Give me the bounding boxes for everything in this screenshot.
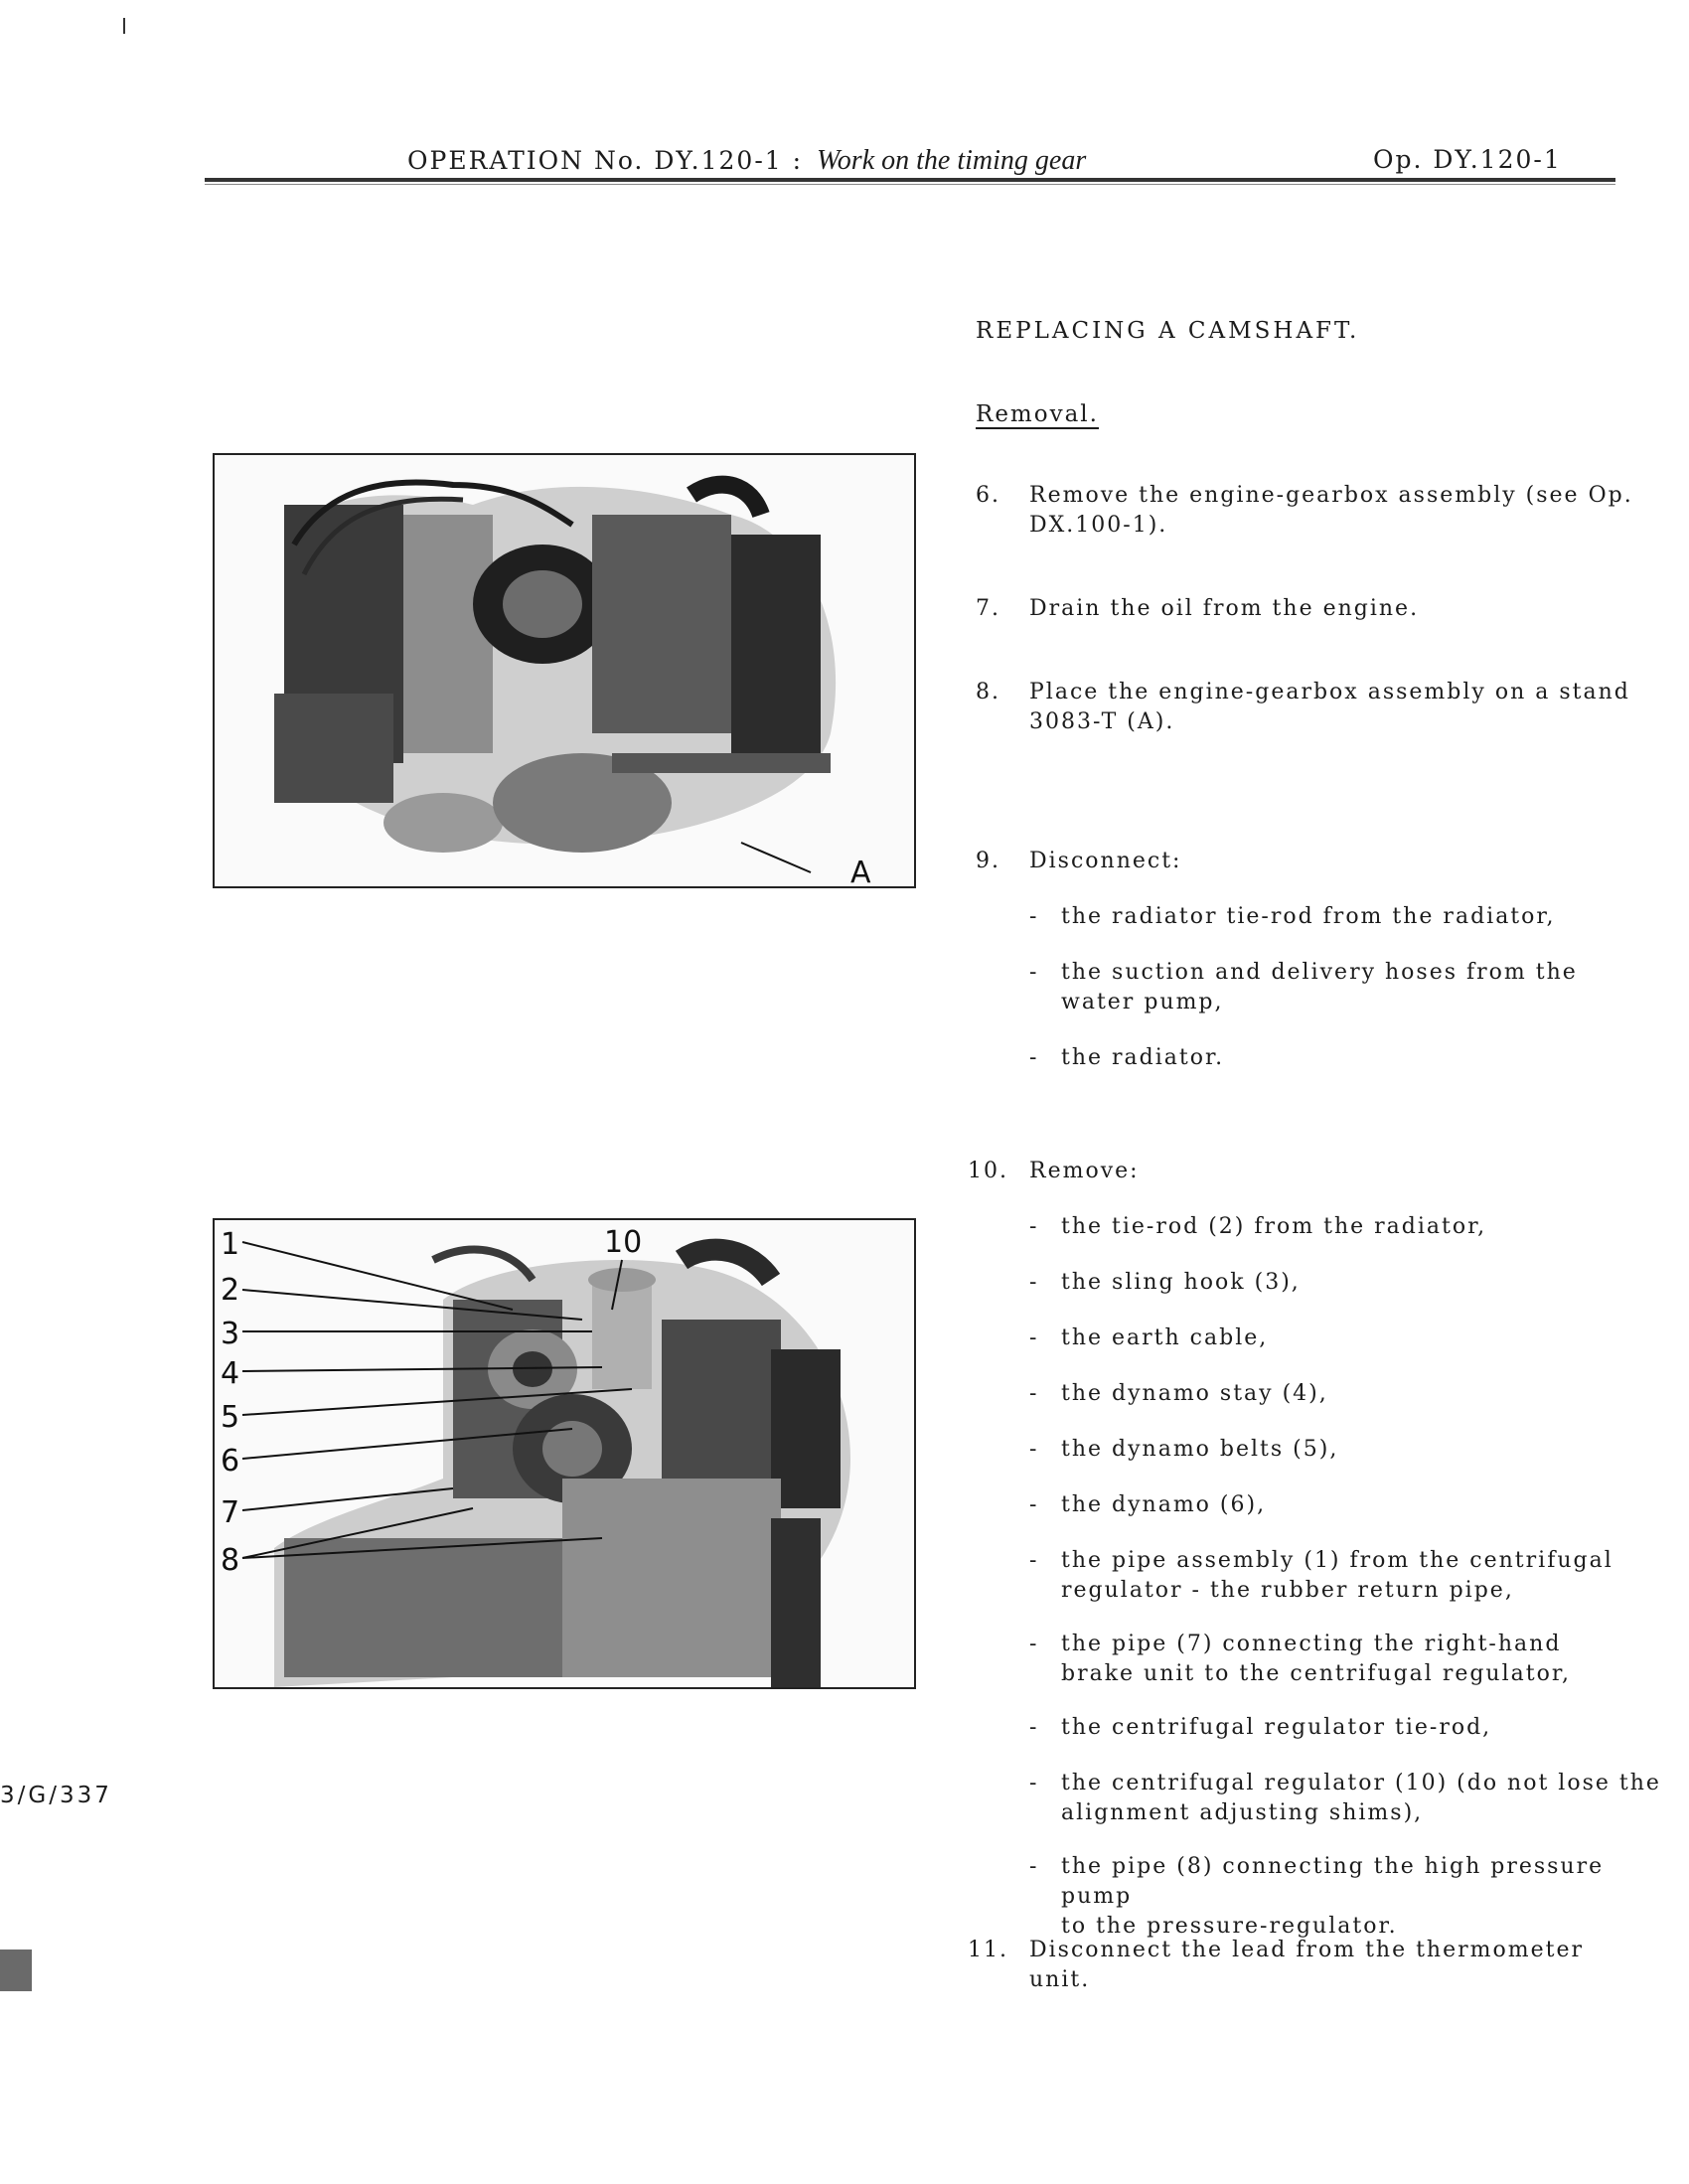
bullet-dash: - bbox=[1029, 1715, 1039, 1740]
step-10 bbox=[968, 1157, 1689, 1186]
label-6: 6 bbox=[221, 1444, 240, 1479]
item-line: the radiator. bbox=[1061, 1045, 1225, 1070]
bullet-dash: - bbox=[1029, 1548, 1039, 1573]
item-line: the centrifugal regulator tie-rod, bbox=[1061, 1715, 1492, 1740]
remove-item bbox=[1029, 1268, 1685, 1298]
item-line: the suction and delivery hoses from the bbox=[1061, 960, 1578, 985]
remove-item bbox=[1029, 1769, 1685, 1828]
label-1: 1 bbox=[221, 1227, 240, 1262]
step-9 bbox=[976, 847, 1689, 876]
page-header bbox=[407, 145, 1086, 177]
bullet-dash: - bbox=[1029, 1437, 1039, 1462]
step-number: 8. bbox=[976, 680, 1000, 704]
margin-reference: 3/G/337 bbox=[0, 1783, 112, 1808]
item-line: water pump, bbox=[1061, 990, 1224, 1014]
item-line: the dynamo belts (5), bbox=[1061, 1437, 1339, 1462]
item-line: alignment adjusting shims), bbox=[1061, 1800, 1424, 1825]
bullet-dash: - bbox=[1029, 1854, 1039, 1879]
bullet-dash: - bbox=[1029, 1381, 1039, 1406]
engine-photo-1 bbox=[215, 455, 914, 886]
step-line: Place the engine-gearbox assembly on a stand bbox=[1029, 680, 1630, 704]
item-line: the dynamo stay (4), bbox=[1061, 1381, 1328, 1406]
step-number: 9. bbox=[976, 849, 1000, 873]
step-line: Disconnect: bbox=[1029, 849, 1182, 873]
item-line: brake unit to the centrifugal regulator, bbox=[1061, 1661, 1571, 1686]
step-11 bbox=[968, 1936, 1689, 1992]
bullet-dash: - bbox=[1029, 1492, 1039, 1517]
remove-item bbox=[1029, 1435, 1685, 1465]
label-a: A bbox=[850, 856, 871, 886]
section-title: REPLACING A CAMSHAFT. bbox=[976, 318, 1360, 344]
engine-figure-2 bbox=[213, 1218, 916, 1689]
step-6 bbox=[976, 481, 1689, 541]
operation-reference: Op. DY.120-1 bbox=[1373, 145, 1562, 174]
bullet-dash: - bbox=[1029, 904, 1039, 929]
remove-item bbox=[1029, 1379, 1685, 1409]
scan-mark bbox=[123, 18, 125, 34]
remove-item bbox=[1029, 1546, 1685, 1606]
bullet-dash: - bbox=[1029, 1326, 1039, 1350]
label-2: 2 bbox=[221, 1273, 240, 1308]
step-line: Disconnect the lead from the thermometer unit. bbox=[1029, 1938, 1585, 1992]
item-line: the sling hook (3), bbox=[1061, 1270, 1301, 1295]
label-5: 5 bbox=[221, 1400, 240, 1435]
binding-mark bbox=[0, 1950, 32, 1991]
step-number: 10. bbox=[968, 1159, 1008, 1183]
step-number: 11. bbox=[968, 1938, 1008, 1962]
disconnect-item bbox=[1029, 1043, 1685, 1073]
item-line: the tie-rod (2) from the radiator, bbox=[1061, 1214, 1487, 1239]
step-line: DX.100-1). bbox=[1029, 513, 1168, 538]
item-line: to the pressure-regulator. bbox=[1061, 1914, 1398, 1939]
item-line: the dynamo (6), bbox=[1061, 1492, 1267, 1517]
bullet-dash: - bbox=[1029, 1045, 1039, 1070]
step-line: 3083-T (A). bbox=[1029, 709, 1175, 734]
item-line: the pipe assembly (1) from the centrifugal bbox=[1061, 1548, 1613, 1573]
bullet-dash: - bbox=[1029, 1270, 1039, 1295]
label-4: 4 bbox=[221, 1356, 240, 1391]
remove-item bbox=[1029, 1852, 1685, 1939]
step-7 bbox=[976, 594, 1689, 624]
bullet-dash: - bbox=[1029, 960, 1039, 985]
engine-photo-2 bbox=[215, 1220, 914, 1687]
operation-title: Work on the timing gear bbox=[817, 145, 1087, 176]
remove-item bbox=[1029, 1490, 1685, 1520]
item-line: the centrifugal regulator (10) (do not lose the bbox=[1061, 1771, 1661, 1795]
bullet-dash: - bbox=[1029, 1632, 1039, 1656]
item-line: regulator - the rubber return pipe, bbox=[1061, 1578, 1514, 1603]
engine-figure-1 bbox=[213, 453, 916, 888]
step-line: Drain the oil from the engine. bbox=[1029, 596, 1420, 621]
step-number: 6. bbox=[976, 483, 1000, 508]
label-8: 8 bbox=[221, 1543, 240, 1578]
remove-item bbox=[1029, 1713, 1685, 1743]
operation-number: OPERATION No. DY.120-1 : bbox=[407, 146, 804, 175]
item-line: the pipe (7) connecting the right-hand bbox=[1061, 1632, 1562, 1656]
label-7: 7 bbox=[221, 1495, 240, 1530]
step-line: Remove: bbox=[1029, 1159, 1140, 1183]
remove-item bbox=[1029, 1324, 1685, 1353]
label-3: 3 bbox=[221, 1317, 240, 1351]
disconnect-item bbox=[1029, 958, 1685, 1017]
sub-title: Removal. bbox=[976, 401, 1099, 427]
item-line: the radiator tie-rod from the radiator, bbox=[1061, 904, 1556, 929]
step-line: Remove the engine-gearbox assembly (see Op. bbox=[1029, 483, 1633, 508]
step-8 bbox=[976, 678, 1689, 737]
step-number: 7. bbox=[976, 596, 1000, 621]
bullet-dash: - bbox=[1029, 1771, 1039, 1795]
remove-item bbox=[1029, 1630, 1685, 1689]
remove-item bbox=[1029, 1212, 1685, 1242]
bullet-dash: - bbox=[1029, 1214, 1039, 1239]
item-line: the earth cable, bbox=[1061, 1326, 1269, 1350]
label-10: 10 bbox=[604, 1225, 643, 1260]
disconnect-item bbox=[1029, 902, 1685, 932]
header-rule-thin bbox=[205, 184, 1615, 185]
header-rule bbox=[205, 178, 1615, 182]
item-line: the pipe (8) connecting the high pressure pump bbox=[1061, 1854, 1605, 1909]
